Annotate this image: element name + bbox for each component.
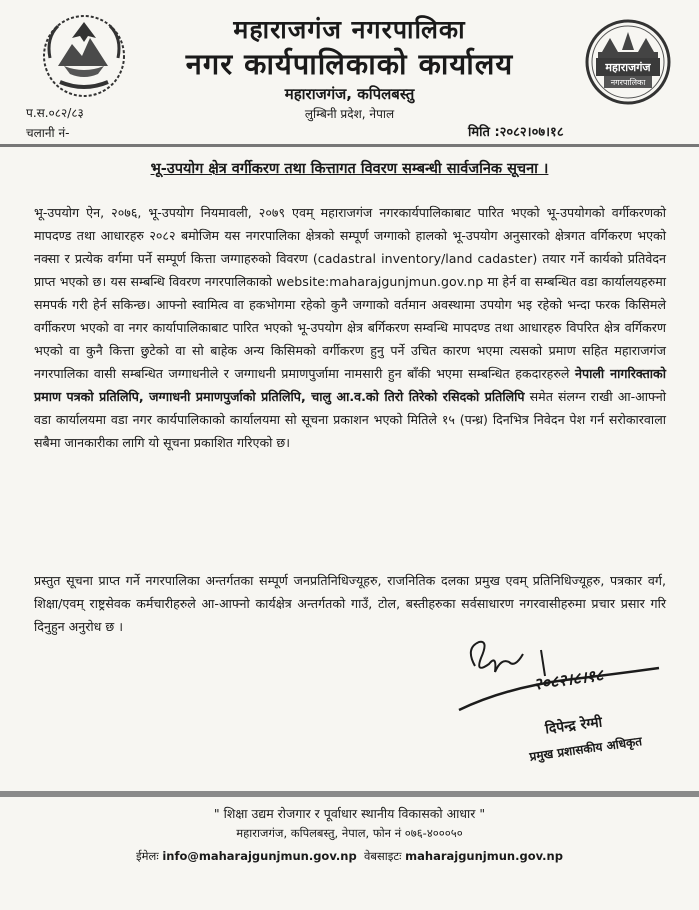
- notice-paragraph-2: प्रस्तुत सूचना प्राप्त गर्ने नगरपालिका अन्तर्गतका सम्पूर्ण जनप्रतिनिधिज्यूहरु, राजनितिक दलका प्रमुख एवम् प्रतिनिधिज्यूहरु, पत्रकार वर्ग, शिक्षा/एवम् राष्ट्रसेवक कर्मचारीहरुले आ-आफ्नो कार्यक्षेत्र अन्तर्गतको गाउँ, टोल, बस्तीहरुका सर्वसाधारण नगरवासीहरुमा प्रचार प्रसार गरि दिनुहुन अनुरोध छ ।: [34, 573, 666, 634]
- dispatch-number: चलानी नं-: [26, 126, 70, 140]
- paragraph-1-text-cont: समेत संलग्न राखी आ-आफ्नो वडा कार्यालयमा वडा नगर कार्यपालिकाको कार्यालयमा सो सूचना प्रकाशन भएको मितिले १५ (पन्ध्र) दिनभित्र निवेदन पेश गर्न सरोकारवाला सबैमा जानकारीका लागि यो सूचना प्रकाशित गरिएको छ।: [34, 389, 666, 450]
- office-address: महाराजगंज, कपिलबस्तु: [284, 85, 415, 103]
- notice-title: भू-उपयोग क्षेत्र वर्गीकरण तथा कित्तागत विवरण सम्बन्धी सार्वजनिक सूचना ।: [150, 161, 549, 177]
- signature-block: [445, 628, 685, 778]
- paragraph-1-text: भू-उपयोग ऐन, २०७६, भू-उपयोग नियमावली, २०७९ एवम् महाराजगंज नगरकार्यपालिकाबाट पारित भएको भू-उपयोगको वर्गीकरणको मापदण्ड तथा आधारहरु २०८२ बमोजिम यस नगरपालिका क्षेत्रको सम्पूर्ण जग्गाको हालको भू-उपयोग अनुसारको क्षेत्रगत वर्गिकरण भएको नक्सा र प्रत्येक वर्गमा पर्ने सम्पूर्ण कित्ता जग्गाहरुको विवरण (cadastral inventory/land cadaster) तयार गर्ने कार्यको प्रतिवेदन प्राप्त भएको छ। यस सम्बन्धि विवरण नगरपालिकाको website:maharajgunjmun.gov.np मा हेर्न वा सम्बन्धित वडा कार्यालयहरुमा समपर्क गरी हेर्न सकिन्छ। आफ्नो स्वामित्व वा हकभोगमा रहेको कुनै जग्गाको वर्तमान अवस्थामा उपयोग भइ रहेको भन्दा फरक किसिमले वर्गीकरण भएको वा नगर कार्यापालिकाबाट पारित भएको भू-उपयोग क्षेत्र बर्गिकरण सम्वन्धि मापदण्ड तथा आधारहरु विपरित क्षेत्र वर्गिकरण भएको वा कुनै कित्ता छुटेको वा सो बाहेक अन्य किसिमको वर्गीकरण हुनु पर्ने उचित कारण भएमा त्यसको प्रमाण सहित महाराजगंज नगरपालिका वासी सम्बन्धित जग्गाधनीले र जग्गाधनी प्रमाणपुर्जामा नामसारी हुन बाँकी भएमा सम्बन्धित हकदारहरुले: [34, 205, 666, 381]
- logo-text: महाराजगंज: [605, 61, 651, 74]
- footer-divider: [0, 791, 699, 797]
- email-label: ईमेलः: [136, 849, 159, 863]
- website-link[interactable]: maharajgunjmun.gov.np: [405, 849, 563, 863]
- footer-contact: [0, 849, 699, 864]
- footer-motto: " शिक्षा उद्यम रोजगार र पूर्वाधार स्थानीय विकासको आधार ": [213, 806, 486, 821]
- notice-paragraph-1: [34, 201, 666, 454]
- signature-date: २०८२।८।१८: [532, 665, 605, 694]
- required-documents: नेपाली नागरिक्ताको प्रमाण पत्रको प्रतिलिपि, जग्गाधनी प्रमाणपुर्जाको प्रतिलिपि, चालु आ.व.को तिरो तिरेको रसिदको प्रतिलिपि: [34, 366, 666, 404]
- signatory-name: दिपेन्द्र रेग्मी: [544, 714, 604, 738]
- email-link[interactable]: info@maharajgunjmun.gov.np: [162, 849, 357, 863]
- reference-number: प.स.०८२/८३: [26, 106, 84, 120]
- notice-date: मिति :२०८२।०७।१८: [468, 125, 564, 140]
- header-divider: [0, 144, 699, 147]
- municipality-name: महाराजगंज नगरपालिका: [233, 15, 466, 44]
- office-name: नगर कार्यपालिकाको कार्यालय: [185, 47, 514, 81]
- municipality-logo: [578, 18, 678, 106]
- logo-subtext: नगरपालिका: [610, 78, 646, 87]
- office-province: लुम्बिनी प्रदेश, नेपाल: [304, 107, 395, 121]
- website-label: वेबसाइटः: [364, 849, 402, 863]
- footer-address: महाराजगंज, कपिलबस्तु, नेपाल, फोन नं ०७६-४०००५०: [236, 826, 463, 840]
- signatory-designation: प्रमुख प्रशासकीय अधिकृत: [528, 734, 643, 764]
